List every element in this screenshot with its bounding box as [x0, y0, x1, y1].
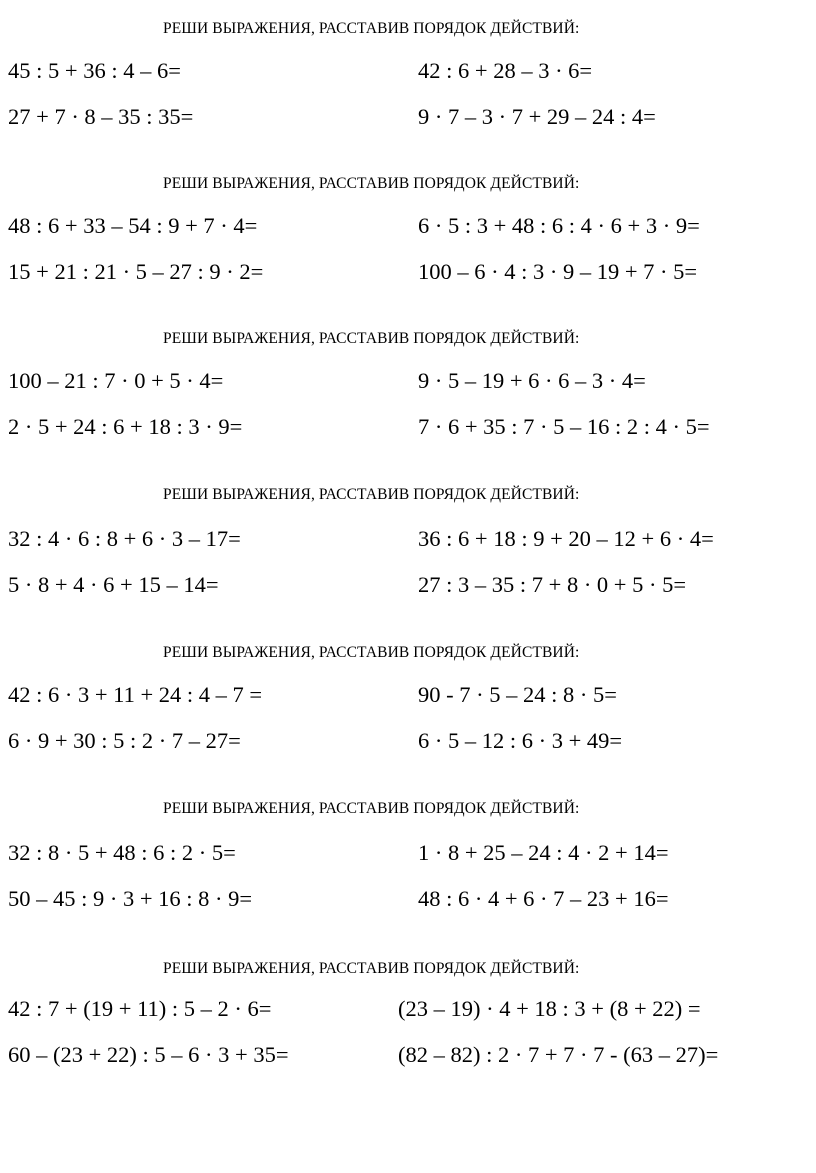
expression-left: 45 : 5 + 36 : 4 – 6= — [8, 58, 181, 83]
expression-row — [0, 366, 816, 396]
expression-right: 9 · 7 – 3 · 7 + 29 – 24 : 4= — [418, 104, 656, 129]
expression-row — [0, 412, 816, 442]
expression-left: 2 · 5 + 24 : 6 + 18 : 3 · 9= — [8, 414, 243, 439]
expression-row — [0, 102, 816, 132]
section-heading: РЕШИ ВЫРАЖЕНИЯ, РАССТАВИВ ПОРЯДОК ДЕЙСТВИЙ: — [163, 20, 580, 37]
expression-left: 27 + 7 · 8 – 35 : 35= — [8, 104, 194, 129]
expression-row — [0, 524, 816, 554]
section-heading: РЕШИ ВЫРАЖЕНИЯ, РАССТАВИВ ПОРЯДОК ДЕЙСТВИЙ: — [163, 960, 580, 977]
expression-left: 5 · 8 + 4 · 6 + 15 – 14= — [8, 572, 219, 597]
expression-right: 48 : 6 · 4 + 6 · 7 – 23 + 16= — [418, 886, 669, 911]
expression-row — [0, 838, 816, 868]
expression-right: 6 · 5 – 12 : 6 · 3 + 49= — [418, 728, 623, 753]
expression-row — [0, 570, 816, 600]
expression-right: 7 · 6 + 35 : 7 · 5 – 16 : 2 : 4 · 5= — [418, 414, 710, 439]
expression-left: 32 : 4 · 6 : 8 + 6 · 3 – 17= — [8, 526, 241, 551]
expression-row — [0, 726, 816, 756]
expression-right: 100 – 6 · 4 : 3 · 9 – 19 + 7 · 5= — [418, 259, 698, 284]
expression-right: 27 : 3 – 35 : 7 + 8 · 0 + 5 · 5= — [418, 572, 687, 597]
expression-row — [0, 994, 816, 1024]
expression-row — [0, 56, 816, 86]
section-heading: РЕШИ ВЫРАЖЕНИЯ, РАССТАВИВ ПОРЯДОК ДЕЙСТВИЙ: — [163, 644, 580, 661]
expression-right: (82 – 82) : 2 · 7 + 7 · 7 - (63 – 27)= — [398, 1042, 719, 1067]
expression-right: (23 – 19) · 4 + 18 : 3 + (8 + 22) = — [398, 996, 701, 1021]
expression-left: 42 : 7 + (19 + 11) : 5 – 2 · 6= — [8, 996, 272, 1021]
expression-right: 42 : 6 + 28 – 3 · 6= — [418, 58, 593, 83]
expression-right: 9 · 5 – 19 + 6 · 6 – 3 · 4= — [418, 368, 646, 393]
section-heading: РЕШИ ВЫРАЖЕНИЯ, РАССТАВИВ ПОРЯДОК ДЕЙСТВИЙ: — [163, 330, 580, 347]
section-heading: РЕШИ ВЫРАЖЕНИЯ, РАССТАВИВ ПОРЯДОК ДЕЙСТВИЙ: — [163, 800, 580, 817]
expression-left: 32 : 8 · 5 + 48 : 6 : 2 · 5= — [8, 840, 236, 865]
expression-left: 42 : 6 · 3 + 11 + 24 : 4 – 7 = — [8, 682, 263, 707]
expression-left: 48 : 6 + 33 – 54 : 9 + 7 · 4= — [8, 213, 258, 238]
section-heading: РЕШИ ВЫРАЖЕНИЯ, РАССТАВИВ ПОРЯДОК ДЕЙСТВИЙ: — [163, 175, 580, 192]
section-heading: РЕШИ ВЫРАЖЕНИЯ, РАССТАВИВ ПОРЯДОК ДЕЙСТВИЙ: — [163, 486, 580, 503]
expression-row — [0, 1040, 816, 1070]
expression-left: 15 + 21 : 21 · 5 – 27 : 9 · 2= — [8, 259, 264, 284]
expression-left: 60 – (23 + 22) : 5 – 6 · 3 + 35= — [8, 1042, 289, 1067]
expression-left: 100 – 21 : 7 · 0 + 5 · 4= — [8, 368, 224, 393]
expression-right: 1 · 8 + 25 – 24 : 4 · 2 + 14= — [418, 840, 669, 865]
expression-row — [0, 884, 816, 914]
expression-right: 6 · 5 : 3 + 48 : 6 : 4 · 6 + 3 · 9= — [418, 213, 700, 238]
expression-row — [0, 211, 816, 241]
expression-row — [0, 257, 816, 287]
expression-left: 50 – 45 : 9 · 3 + 16 : 8 · 9= — [8, 886, 253, 911]
expression-left: 6 · 9 + 30 : 5 : 2 · 7 – 27= — [8, 728, 241, 753]
expression-right: 90 - 7 · 5 – 24 : 8 · 5= — [418, 682, 617, 707]
expression-row — [0, 680, 816, 710]
expression-right: 36 : 6 + 18 : 9 + 20 – 12 + 6 · 4= — [418, 526, 714, 551]
